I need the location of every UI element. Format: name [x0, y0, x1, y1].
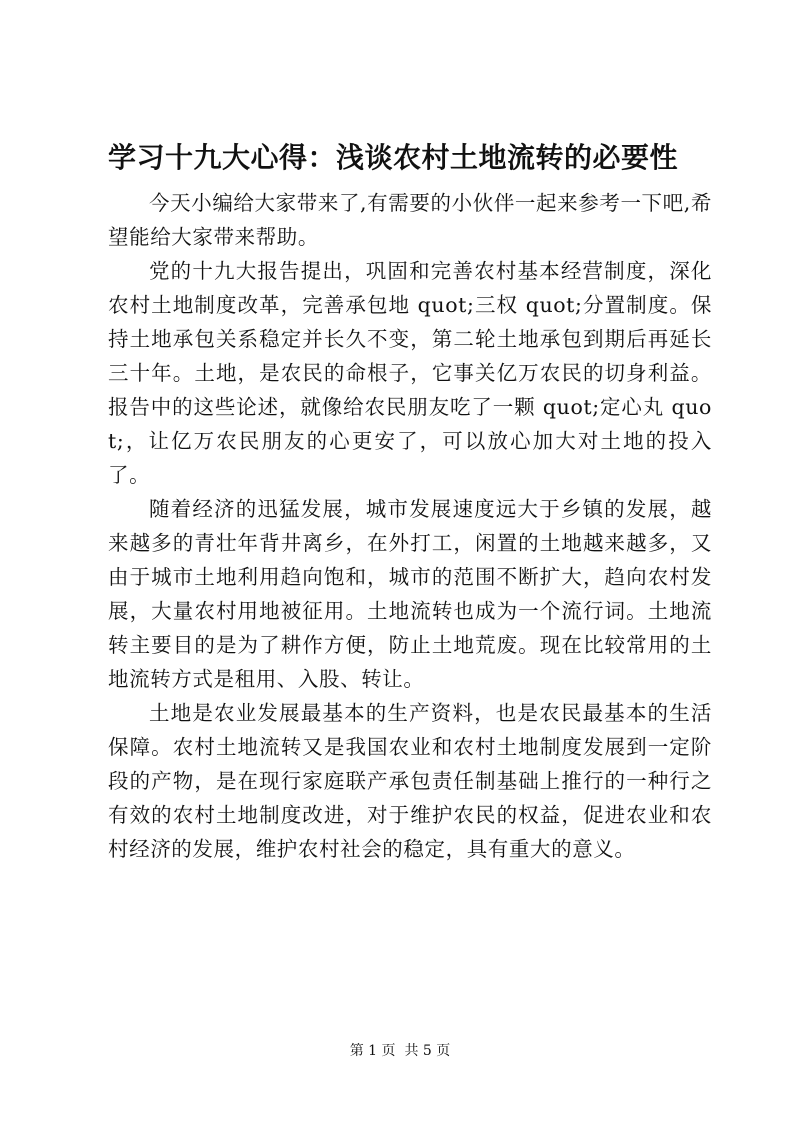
- paragraph-significance: 土地是农业发展最基本的生产资料，也是农民最基本的生活保障。农村土地流转又是我国农业和农村土地制度发展到一定阶段的产物，是在现行家庭联产承包责任制基础上推行的一种行之有效的农村土地制度改进，对于维护农民的权益，促进农业和农村经济的发展，维护农村社会的稳定，具有重大的意义。: [108, 701, 712, 861]
- page-footer: [0, 1041, 800, 1061]
- paragraph-development: 随着经济的迅猛发展，城市发展速度远大于乡镇的发展，越来越多的青壮年背井离乡，在外打工，闲置的土地越来越多，又由于城市土地利用趋向饱和，城市的范围不断扩大，趋向农村发展，大量农村用地被征用。土地流转也成为一个流行词。土地流转主要目的是为了耕作方便，防止土地荒废。现在比较常用的土地流转方式是租用、入股、转让。: [108, 497, 712, 691]
- paragraph-intro: 今天小编给大家带来了,有需要的小伙伴一起来参考一下吧,希望能给大家带来帮助。: [108, 191, 712, 249]
- document-title: 学习十九大心得：浅谈农村土地流转的必要性: [108, 141, 679, 174]
- page-total: 共 5 页: [404, 1043, 451, 1059]
- paragraph-report: 党的十九大报告提出，巩固和完善农村基本经营制度，深化农村土地制度改革，完善承包地 quot;三权 quot;分置制度。保持土地承包关系稳定并长久不变，第二轮土地承包到期后再延长三十年。土地，是农民的命根子，它事关亿万农民的切身利益。报告中的这些论述，就像给农民朋友吃了一颗 quot;定心丸 quot;，让亿万农民朋友的心更安了，可以放心加大对土地的投入了。: [108, 259, 712, 487]
- page-number: 第 1 页: [349, 1043, 396, 1059]
- document-body: [108, 186, 712, 866]
